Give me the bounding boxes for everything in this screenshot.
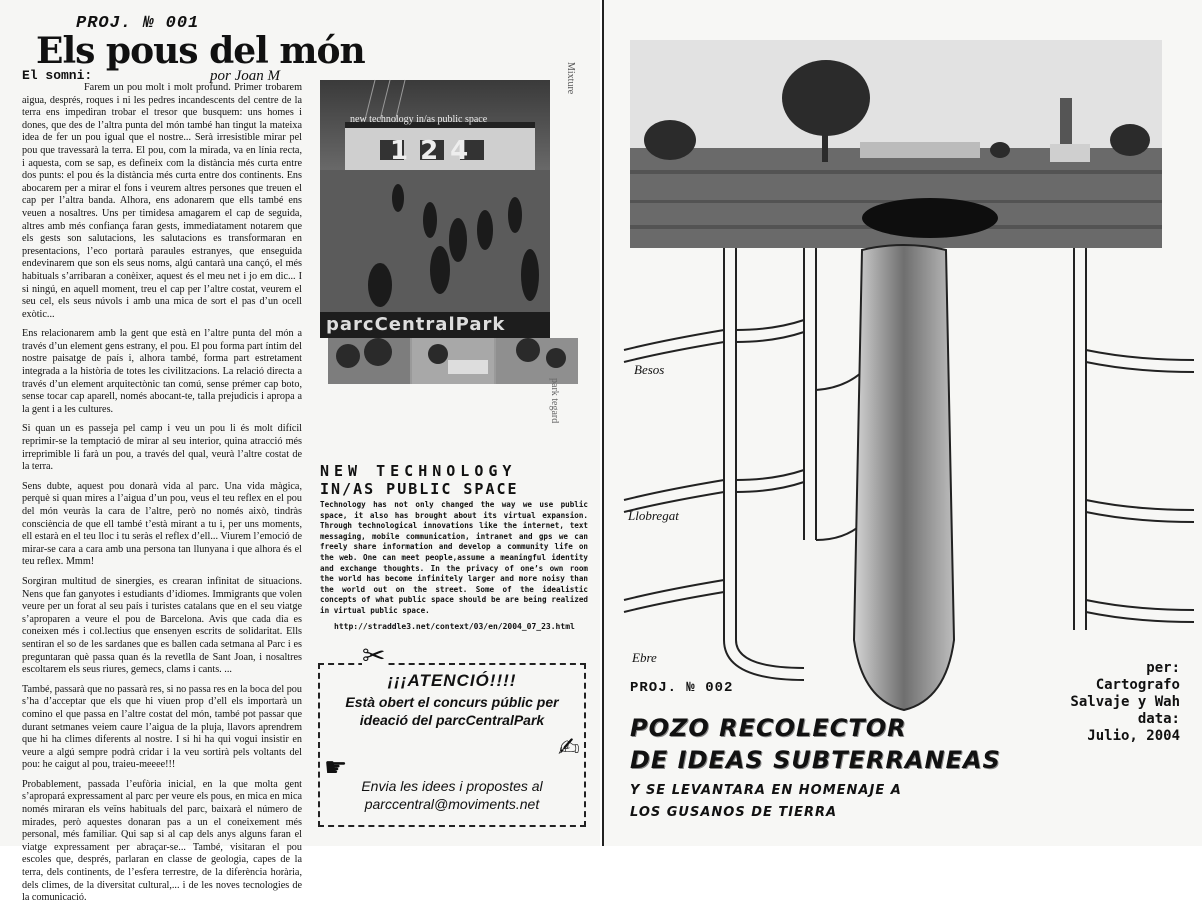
pozo-title: [630, 712, 1001, 776]
photo-caption-top: new technology in/as public space: [350, 114, 488, 125]
nt-body: Technology has not only changed the way we use public space, it also has brought about its virtual expansion. Through technological innovations like the internet, text messaging, mobile communication, intranet and gps we can freely share information and develop a community life on the web. One can meet people,assume a meaningful identity and exchange thoughts. In the privacy of one’s own room the world has become infinitely larger and more noisy than the world out on the street. Some of the idealistic concepts of what public space should be are being realized in virtual public space.: [320, 500, 588, 615]
side-caption-top: Mixture: [565, 62, 576, 95]
atencio-email-link[interactable]: parccentral@moviments.net: [364, 796, 540, 812]
side-caption-bottom: park tegard: [549, 378, 560, 424]
credits-line: Salvaje y Wah: [1070, 694, 1180, 710]
scissors-icon: ✂: [362, 639, 386, 672]
atencio-send: [330, 777, 574, 813]
writing-hand-icon: ✍: [558, 733, 580, 763]
credits-line: Cartografo: [1095, 677, 1180, 693]
paragraph: Sorgiran multitud de sinergies, es crearan infinitat de situacions. Nens que fan ganyotes i estudiants d’idiomes. Immigrants que volen veure per un forat al seu país i turistes catalans que en el seu viatge s’aproparen a veure el pou de Barcelona. Avis que cada dia es coneixen més i col.lectius que ensenyen escrits de solidaritat. Ells sentiran el so de les sardanes que es ballen cada setmana al Parc i es preguntaran què passa quan és la revetlla de Sant Joan, i nosaltres escoltarem els seus riures, gemecs, clams i cants. ...: [22, 575, 302, 676]
pozo-subtitle-line1: Y SE LEVANTARA EN HOMENAJE A: [630, 783, 902, 798]
pozo-subtitle: [630, 780, 902, 824]
landscape-photo: [630, 40, 1162, 248]
paragraph: Probablement, passada l’eufòria inicial, en la que molta gent s’apropará expressament al parc per veure els pous, en mica en mica només miraran els veïns habituals del parc, baixarà el número de mirades, però aquestes donaran pas a un el coneixement més personal, més familiar. Qui sap si al cap dels anys alguns faran el viatge expressament per abraçar-se... També, visitaran el pou escoles que, després, parlaran en classe de geologia, capes de la terra, dels continents, de l’esfera terrestre, de la diferència horària, dels climes, de la diversitat cultural,... i de les noves tecnologies de la comunicació.: [22, 778, 302, 904]
atencio-send-text: Envia les idees i propostes al: [361, 778, 543, 794]
river-label-besos: Besos: [634, 362, 665, 377]
pozo-subtitle-line2: LOS GUSANOS DE TIERRA: [630, 805, 838, 820]
article-body: [22, 82, 302, 904]
park-collage-photo: [320, 80, 550, 338]
article-title: Els pous del món: [36, 30, 365, 72]
atencio-text: Està obert el concurs públic per ideació del parcCentralPark: [345, 694, 559, 728]
right-page: [602, 0, 1202, 846]
project-number: PROJ. № 002: [630, 680, 734, 696]
park-strip-photo: [328, 338, 578, 384]
river-label-llobregat: Llobregat: [628, 508, 679, 523]
credits-line: data:: [1137, 711, 1180, 727]
river-label-ebre: Ebre: [632, 650, 657, 665]
paragraph: Farem un pou molt i molt profund. Primer trobarem aigua, després, roques i ni les pedres incandescents del centre de la terra ens impediran trobar el tresor que busquem: uns homes i dones, que des de l’altra punta del món també han tingut la mateixa idea de fer un pou igual que el nostre... Serà irresistible mirar pel pou que travessarà la terra. El pou, com la mirada, va en línia recta, i aquesta, com se sap, es defineix com la distància més curta entre dos punts: el pou és la distància més curta entre dos continents. Ens abocarem per a mirar el fons i veurem altres persones que treuen el cap per l’altra banda. Alhora, ens adonarem que ells també ens veuen a nosaltres. Uns per timidesa amagarem el cap de seguida, altres amb més confiança faran gests, immediatament notarem que els gests son salutacions, les salutacions es transformaran en presentacions, l’eco portarà paraules estranyes, que enseguida endevinarem que son els seus noms, algú cantarà una cançó, el més habituals s’arribaran a conèixer, aquest és el meu net i jo em dic... I si ningú, en aquell moment, treu el cap per l’altre costat, veurem el seu cel, els seus núvols i amb una mica de sort el pas d’un ocell exòtic...: [22, 82, 302, 320]
pointing-hand-icon: ☛: [324, 753, 348, 783]
photo-sign: 124: [390, 136, 481, 166]
paragraph: Ens relacionarem amb la gent que està en l’altre punta del món a través d’un element gens estrany, el pou. El pou forma part íntim del nostre paisatge de país i, alhora també, forma part estretament integrada a la història de totes les civilitzacions. La relació directa a través d’un element arquitectònic tan comú, sense prémer cap boto, sense tocar cap aparell, només abocant-te, talla prejudicis i apropa a la gent i a les cultures.: [22, 328, 302, 415]
nt-heading-line1: NEW TECHNOLOGY: [320, 462, 517, 480]
atencio-box: [318, 639, 586, 827]
nt-heading-line2: IN/AS PUBLIC SPACE: [320, 480, 519, 498]
atencio-title: ¡¡¡ATENCIÓ!!!!: [387, 671, 517, 690]
paragraph: Si quan un es passeja pel camp i veu un pou li és molt difícil reprimir-se la temptació de mirar al seu interior, quina atracció més irreprimible li farà un pou, a través del qual, veurà l’altre costat de la terra.: [22, 423, 302, 473]
project-number: PROJ. № 001: [76, 14, 200, 33]
section-label: El somni:: [22, 68, 93, 83]
paragraph: Sens dubte, aquest pou donarà vida al parc. Una vida màgica, perquè si quan mires a l’aigua d’un pou, veus el teu reflex en el pou del món veuràs la cara de l’altre, però no només això, tindràs consciència de que ell també t’està mirant a tu i, per uns moments, ell estarà en el teu lloc i tu seràs el reflex d’ell... Viurem l’emoció de mirar-se cara a cara amb una persona tan llunyana i que alhora és el teu reflex. Mmm!: [22, 480, 302, 568]
nt-url-link[interactable]: http://straddle3.net/context/03/en/2004_07_23.html: [334, 622, 575, 631]
pozo-title-line2: DE IDEAS SUBTERRANEAS: [630, 746, 1001, 774]
pozo-title-line1: POZO RECOLECTOR: [630, 714, 907, 742]
author: por Joan M: [210, 68, 280, 84]
credits-line: Julio, 2004: [1087, 728, 1180, 744]
credits-line: per:: [1146, 660, 1180, 676]
paragraph: També, passarà que no passarà res, si no passa res en la boca del pou s’ha d’acceptar que els que hi viuen prop d’ell els importarà un comino el que passa en l’altre costat del món, també pot passar que durant setmanes veiem caure l’aigua de la pluja, llavors aprendrem que hi ha climes diferents al nostre. I si hi ha qui vogui insistir en veure a algú sempre podrà cridar i la veu sortirà pels voltants del pou: he caigut al pou, traieu-meeee!!!: [22, 683, 302, 771]
photo-caption-bottom: parcCentralPark: [326, 314, 506, 335]
credits: [1024, 660, 1180, 745]
left-page: [0, 0, 600, 904]
